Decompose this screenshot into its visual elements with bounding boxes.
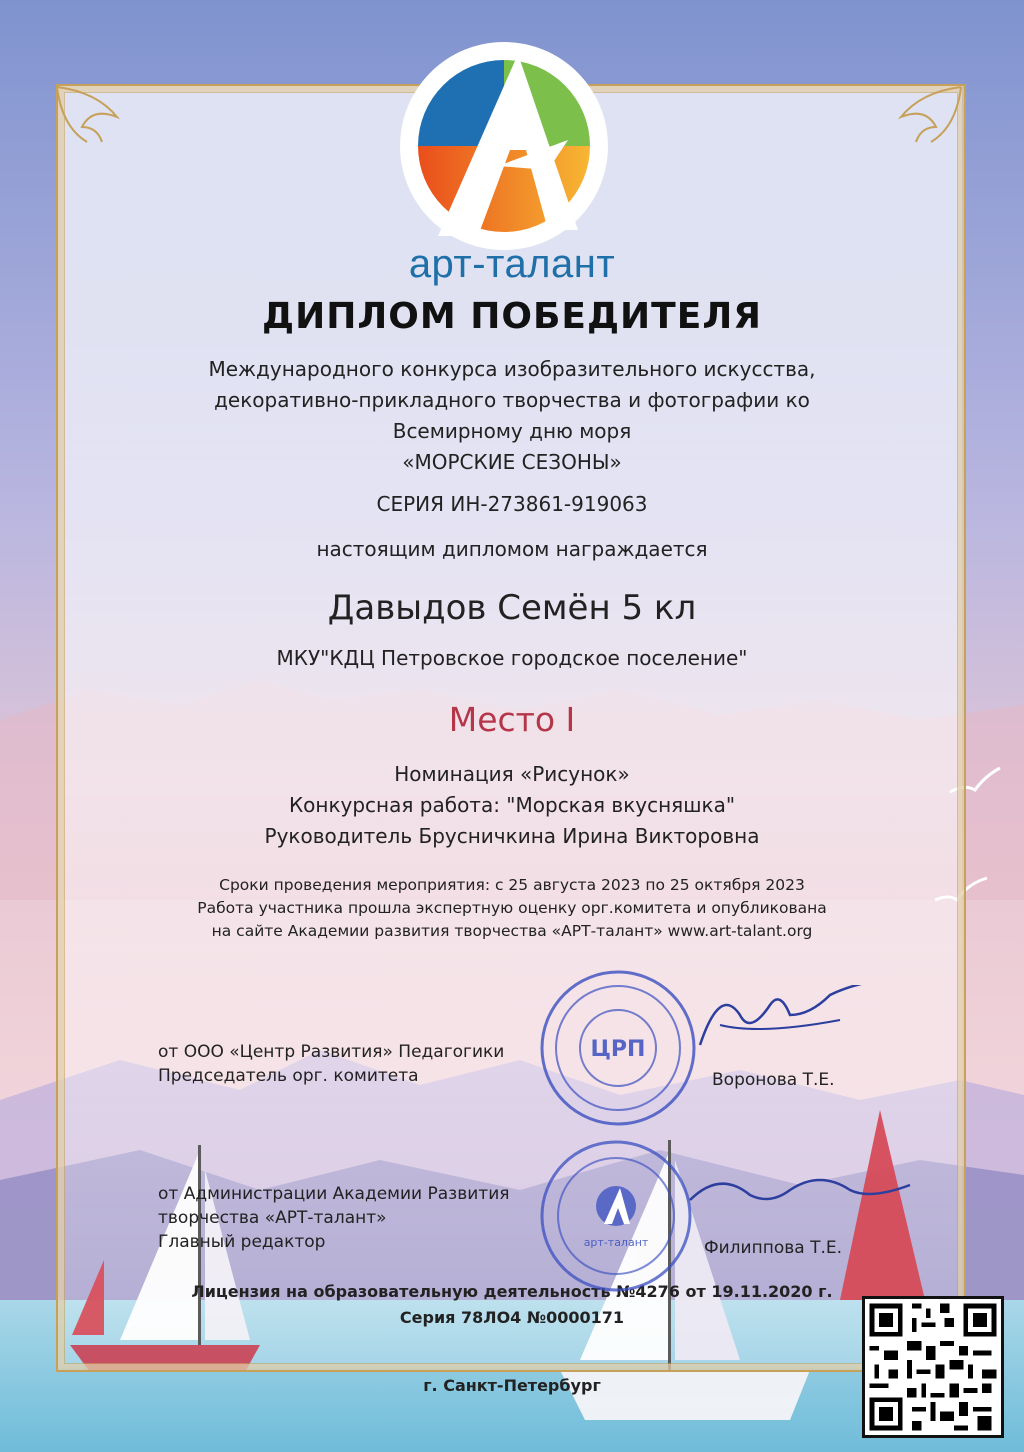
stamp-art-talant	[538, 1138, 694, 1294]
competition-description	[120, 354, 904, 478]
signatory2-line1: от Администрации Академии Развития	[158, 1184, 510, 1204]
terms-block	[120, 874, 904, 943]
signatory1-block	[158, 1040, 504, 1088]
signatory2-name: Филиппова Т.Е.	[704, 1238, 843, 1258]
ornament-top-right-icon	[846, 82, 966, 172]
competition-line: декоративно-прикладного творчества и фотографии ко	[214, 388, 810, 412]
signatory1-line1: от ООО «Центр Развития» Педагогики	[158, 1042, 505, 1062]
city: г. Санкт-Петербург	[423, 1376, 601, 1395]
stamp-crp	[538, 968, 698, 1128]
diploma-title: ДИПЛОМ ПОБЕДИТЕЛЯ	[262, 296, 762, 337]
signature-voronova	[690, 985, 890, 1065]
ornament-top-left-icon	[52, 82, 172, 172]
terms-line: на сайте Академии развития творчества «АРТ-талант» www.art-talant.org	[211, 922, 813, 940]
qr-code[interactable]	[862, 1296, 1004, 1438]
place-award: Место I	[448, 700, 576, 739]
competition-line: Всемирному дню моря	[392, 419, 632, 443]
recipient-organization: МКУ"КДЦ Петровское городское поселение"	[276, 646, 748, 670]
stamp1-label: ЦРП	[590, 1037, 646, 1062]
recipient-name: Давыдов Семён 5 кл	[327, 588, 697, 628]
terms-line: Сроки проведения мероприятия: с 25 августа 2023 по 25 октября 2023	[219, 876, 805, 894]
signatory1-line2: Председатель орг. комитета	[158, 1066, 419, 1086]
art-talant-logo	[398, 40, 610, 252]
competition-name: «МОРСКИЕ СЕЗОНЫ»	[402, 450, 622, 474]
license-line1: Лицензия на образовательную деятельность №4276 от 19.11.2020 г.	[191, 1282, 833, 1301]
signatory2-line3: Главный редактор	[158, 1232, 326, 1252]
nomination-block	[120, 759, 904, 852]
terms-line: Работа участника прошла экспертную оценку орг.комитета и опубликована	[197, 899, 827, 917]
competition-line: Международного конкурса изобразительного искусства,	[208, 357, 816, 381]
signature-filippova	[680, 1160, 920, 1230]
supervisor: Руководитель Брусничкина Ирина Викторовна	[264, 824, 760, 848]
signatory2-line2: творчества «АРТ-талант»	[158, 1208, 387, 1228]
stamp2-label: арт-талант	[583, 1236, 649, 1249]
awarded-text: настоящим дипломом награждается	[316, 537, 708, 561]
signatory1-name: Воронова Т.Е.	[712, 1070, 835, 1090]
signatory2-block	[158, 1182, 509, 1254]
brand-name: арт-талант	[408, 242, 616, 286]
series-number: СЕРИЯ ИН-273861-919063	[376, 492, 648, 516]
license-line2: Серия 78ЛО4 №0000171	[399, 1308, 625, 1327]
nomination: Номинация «Рисунок»	[394, 762, 630, 786]
competition-work: Конкурсная работа: "Морская вкусняшка"	[288, 793, 736, 817]
